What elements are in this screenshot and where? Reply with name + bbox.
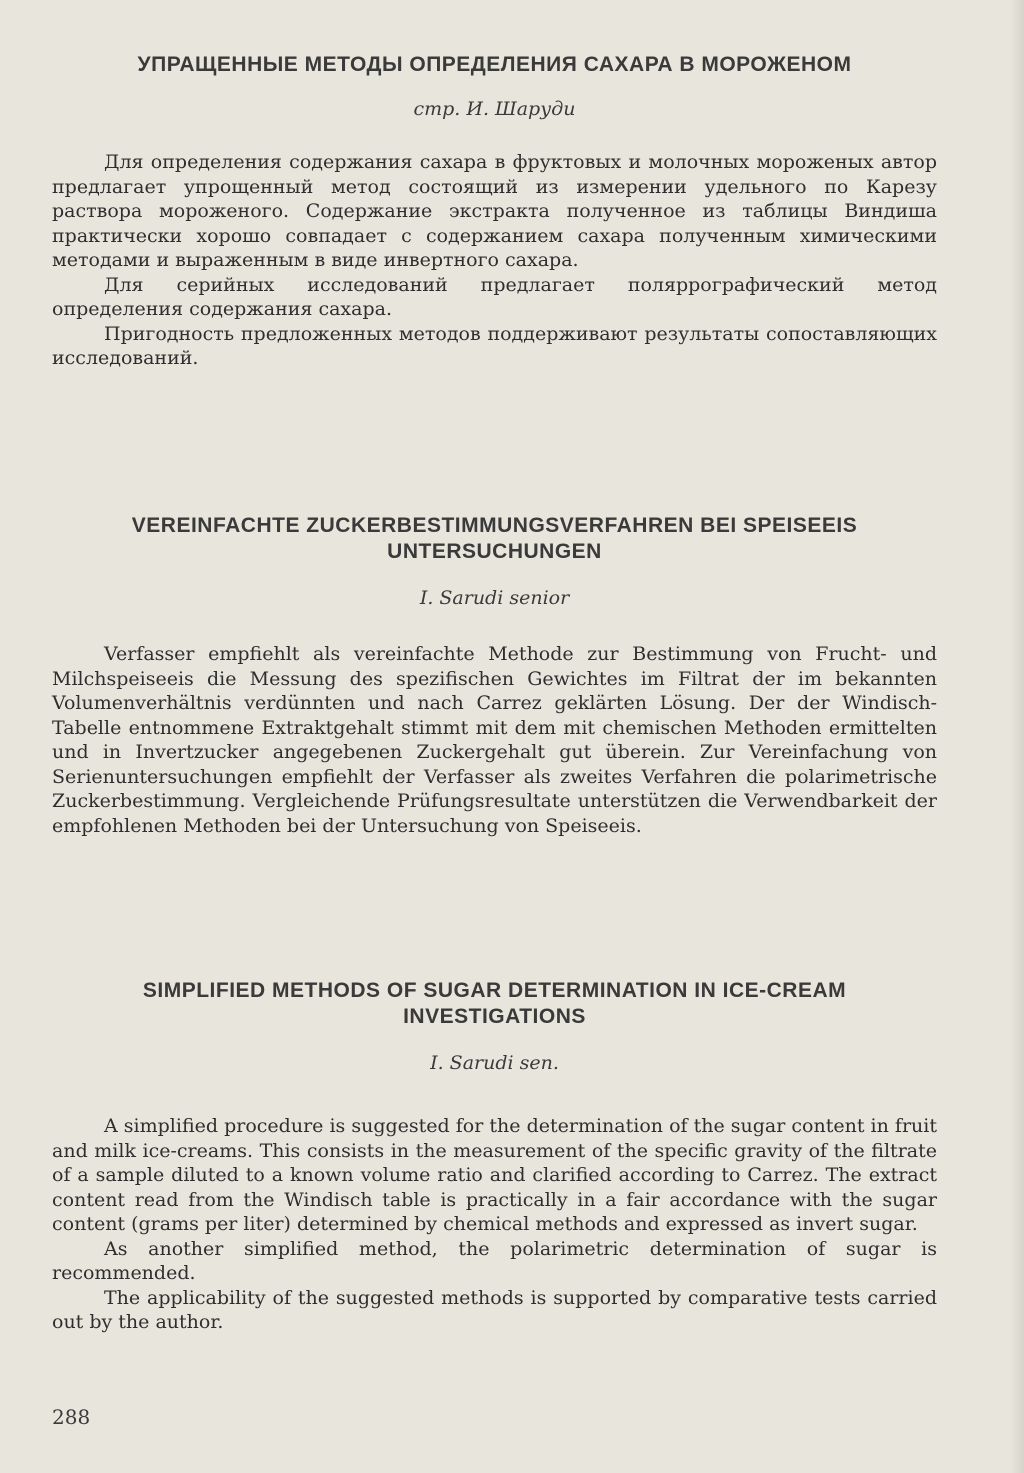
- paragraph: The applicability of the suggested methods is supported by comparative tests carried out by the author.: [52, 1286, 937, 1333]
- paragraph: As another simplified method, the polarimetric determination of sugar is recommended.: [52, 1237, 937, 1284]
- section-russian: [52, 52, 937, 371]
- paragraph: Для серийных исследований предлагает поляррографический метод определения содержания сахара.: [52, 273, 937, 320]
- section-heading: VEREINFACHTE ZUCKERBESTIMMUNGSVERFAHREN BEI SPEISEEIS UNTERSUCHUNGEN: [131, 514, 858, 563]
- section-body: [52, 642, 937, 838]
- section-heading: SIMPLIFIED METHODS OF SUGAR DETERMINATION IN ICE-CREAM INVESTIGATIONS: [142, 979, 847, 1028]
- section-author: I. Sarudi sen.: [430, 1052, 559, 1074]
- paragraph: A simplified procedure is suggested for the determination of the sugar content in fruit and milk ice-creams. This consists in the measurement of the specific gravity of the filtrate of a sample diluted to a known volume ratio and clarified according to Carrez. The extract content read from the Windisch table is practically in a fair accordance with the sugar content (grams per liter) determined by chemical methods and expressed as invert sugar.: [52, 1115, 937, 1235]
- section-heading: УПРАЩЕННЫЕ МЕТОДЫ ОПРЕДЕЛЕНИЯ САХАРА В МОРОЖЕНОМ: [137, 53, 852, 76]
- paragraph: Для определения содержания сахара в фруктовых и молочных мороженых автор предлагает упрощенный метод состоящий из измерении удельного по Карезу раствора мороженого. Содержание экстракта полученное из таблицы Виндиша практически хорошо совпадает с содержанием сахара полученным химическими методами и выраженным в виде инвертного сахара.: [52, 151, 937, 271]
- section-english: [52, 978, 937, 1335]
- section-german: [52, 513, 937, 838]
- section-author: I. Sarudi senior: [419, 587, 570, 609]
- section-body: [52, 1114, 937, 1335]
- page-number: 288: [52, 1405, 91, 1429]
- paragraph: Verfasser empfiehlt als vereinfachte Methode zur Bestimmung von Frucht- und Milchspeiseeis die Messung des spezifischen Gewichtes im Filtrat der im bekannten Volumenverhältnis verdünnten und nach Carrez geklärten Lösung. Der der Windisch-Tabelle entnommene Extraktgehalt stimmt mit dem mit chemischen Methoden ermittelten und in Invertzucker angegebenen Zuckergehalt gut überein. Zur Vereinfachung von Serienuntersuchungen empfiehlt der Verfasser als zweites Verfahren die polarimetrische Zuckerbestimmung. Vergleichende Prüfungsresultate unterstützen die Verwendbarkeit der empfohlenen Methoden bei der Untersuchung von Speiseeis.: [52, 643, 937, 837]
- section-body: [52, 150, 937, 371]
- section-author: стр. И. Шаруди: [413, 98, 576, 120]
- paragraph: Пригодность предложенных методов поддерживают результаты сопоставляющих исследований.: [52, 322, 937, 369]
